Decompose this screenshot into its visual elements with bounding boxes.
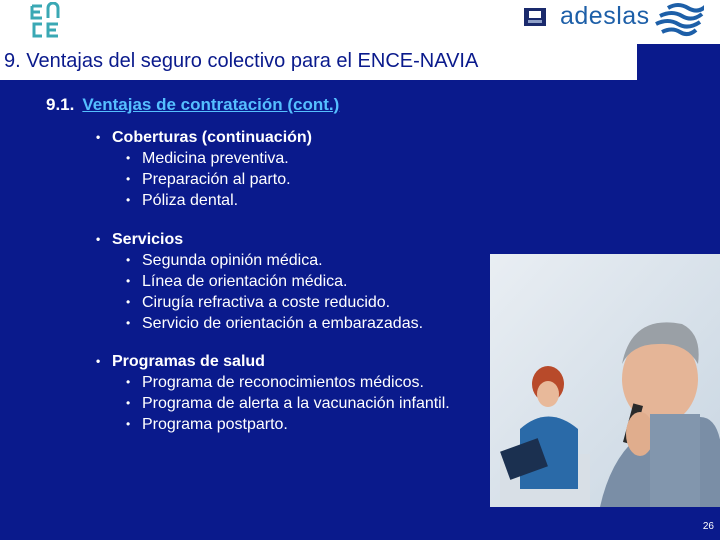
bullet-icon: • bbox=[126, 295, 131, 309]
list-item: • Preparación al parto. bbox=[126, 171, 291, 188]
section-heading: • Servicios bbox=[96, 231, 184, 248]
bullet-icon: • bbox=[126, 375, 131, 389]
photo-people-image bbox=[490, 254, 720, 507]
ence-logo-icon bbox=[28, 2, 70, 42]
subtitle-link[interactable]: Ventajas de contratación (cont.) bbox=[82, 95, 340, 114]
bullet-icon: • bbox=[126, 172, 131, 186]
section-subtitle bbox=[46, 95, 339, 115]
section-programas bbox=[96, 351, 450, 435]
header-bar bbox=[0, 0, 720, 44]
section-heading: • Coberturas (continuación) bbox=[96, 129, 313, 146]
bullet-icon: • bbox=[126, 417, 131, 431]
page-title: 9. Ventajas del seguro colectivo para el ENCE-NAVIA bbox=[4, 50, 479, 72]
bullet-icon: • bbox=[126, 274, 131, 288]
card-icon bbox=[524, 8, 546, 26]
list-item: • Póliza dental. bbox=[126, 192, 239, 209]
subtitle-number: 9.1. bbox=[46, 95, 75, 114]
list-item: • Cirugía refractiva a coste reducido. bbox=[126, 294, 391, 311]
list-item: • Programa de alerta a la vacunación infantil. bbox=[126, 395, 450, 412]
list-item: • Programa postparto. bbox=[126, 416, 288, 433]
section-heading: • Programas de salud bbox=[96, 353, 265, 370]
list-item: • Línea de orientación médica. bbox=[126, 273, 348, 290]
list-item: • Programa de reconocimientos médicos. bbox=[126, 374, 424, 391]
bullet-icon: • bbox=[126, 396, 131, 410]
bullet-icon: • bbox=[96, 232, 101, 246]
bullet-icon: • bbox=[126, 151, 131, 165]
list-item: • Segunda opinión médica. bbox=[126, 252, 323, 269]
list-item: • Medicina preventiva. bbox=[126, 150, 289, 167]
bullet-icon: • bbox=[126, 316, 131, 330]
section-coberturas bbox=[96, 127, 312, 211]
section-servicios bbox=[96, 229, 423, 334]
list-item: • Servicio de orientación a embarazadas. bbox=[126, 315, 424, 332]
adeslas-waves-icon bbox=[654, 2, 704, 38]
bullet-icon: • bbox=[96, 130, 101, 144]
page-number: 26 bbox=[702, 521, 714, 532]
bullet-icon: • bbox=[96, 354, 101, 368]
adeslas-logo-text: adeslas bbox=[560, 2, 650, 30]
bullet-icon: • bbox=[126, 193, 131, 207]
bullet-icon: • bbox=[126, 253, 131, 267]
